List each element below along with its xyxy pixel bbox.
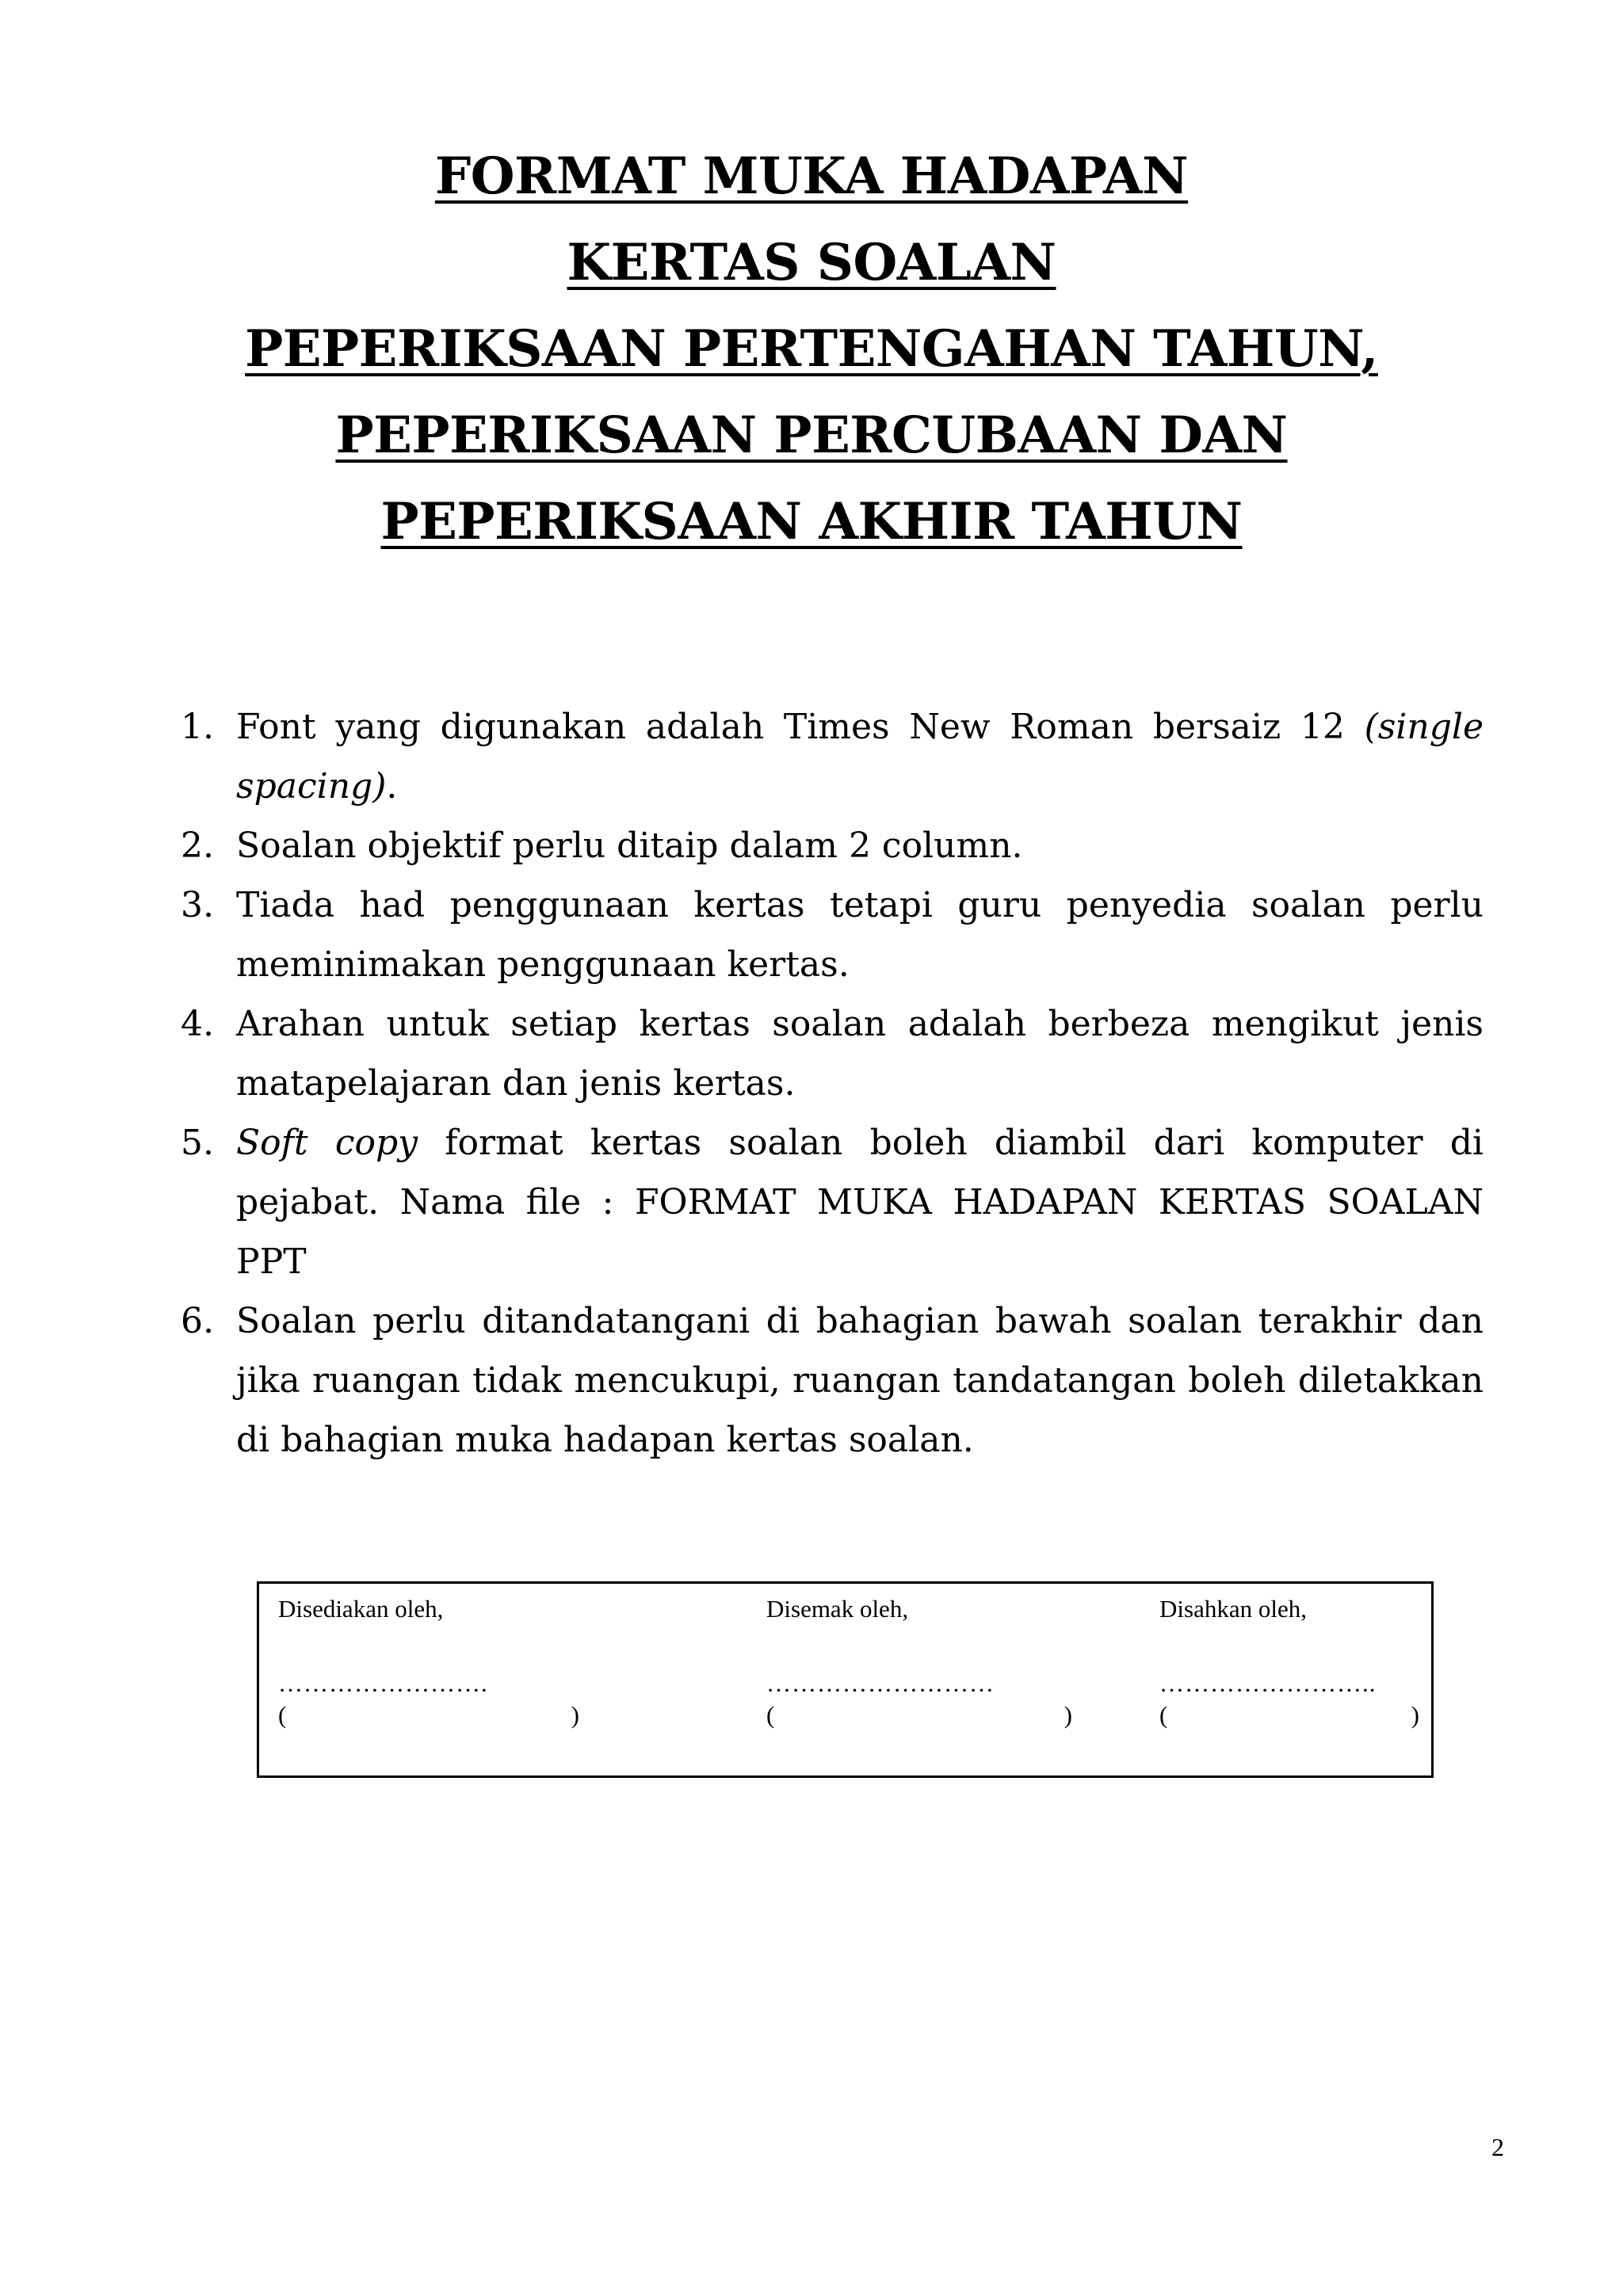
instruction-text: Tiada had penggunaan kertas tetapi guru penyedia soalan perlu meminimakan penggunaan kertas. (236, 885, 1484, 985)
instruction-item (181, 697, 1484, 816)
name-parentheses (278, 1701, 579, 1730)
instruction-italic-text: Soft copy (236, 1123, 418, 1163)
open-paren: ( (766, 1701, 775, 1729)
close-paren: ) (571, 1701, 579, 1729)
signature-checked-by (766, 1595, 1072, 1730)
signature-label: Disahkan oleh, (1159, 1595, 1307, 1623)
signature-line: ……………………… (766, 1669, 995, 1697)
instruction-text: Soalan objektif perlu ditaip dalam 2 column. (236, 826, 1023, 866)
instruction-text: format kertas soalan boleh diambil dari komputer di pejabat. Nama file : FORMAT MUKA HADAPAN KERTAS SOALAN PPT (236, 1123, 1484, 1282)
signature-line: …………………….. (1159, 1669, 1377, 1697)
title-line-3: PEPERIKSAAN PERTENGAHAN TAHUN, (245, 319, 1378, 379)
document-title (0, 133, 1623, 565)
instruction-text: Arahan untuk setiap kertas soalan adalah berbeza mengikut jenis matapelajaran dan jenis kertas. (236, 1004, 1484, 1104)
instruction-item (181, 816, 1484, 875)
title-line-1: FORMAT MUKA HADAPAN (434, 147, 1189, 206)
instruction-text: Font yang digunakan adalah Times New Roman bersaiz 12 (236, 707, 1365, 747)
close-paren: ) (1411, 1701, 1419, 1729)
instruction-text-end: . (386, 766, 398, 807)
instruction-number: 6. (181, 1301, 214, 1341)
title-line-2: KERTAS SOALAN (567, 233, 1056, 292)
instruction-item (181, 994, 1484, 1113)
title-line-4: PEPERIKSAAN PERCUBAAN DAN (335, 406, 1288, 465)
instruction-number: 3. (181, 885, 214, 925)
instruction-text: Soalan perlu ditandatangani di bahagian bawah soalan terakhir dan jika ruangan tidak mencukupi, ruangan tandatangan boleh diletakkan di bahagian muka hadapan kertas soalan. (236, 1301, 1484, 1460)
signature-approved-by (1159, 1595, 1419, 1730)
open-paren: ( (278, 1701, 287, 1729)
name-parentheses (766, 1701, 1072, 1730)
open-paren: ( (1159, 1701, 1168, 1729)
instruction-number: 2. (181, 826, 214, 866)
instruction-number: 5. (181, 1123, 214, 1163)
signature-label: Disediakan oleh, (278, 1595, 444, 1623)
title-line-5: PEPERIKSAAN AKHIR TAHUN (380, 492, 1243, 551)
instruction-item (181, 875, 1484, 994)
instruction-number: 1. (181, 707, 214, 747)
signature-line: ……………………. (278, 1669, 488, 1697)
instruction-number: 4. (181, 1004, 214, 1044)
page-number: 2 (1491, 2133, 1504, 2161)
instruction-item (181, 1291, 1484, 1470)
name-parentheses (1159, 1701, 1419, 1730)
signature-label: Disemak oleh, (766, 1595, 909, 1623)
instruction-item (181, 1113, 1484, 1291)
signature-prepared-by (278, 1595, 579, 1730)
instruction-italic-text: (single spacing) (236, 707, 1484, 807)
instruction-list (181, 697, 1484, 1470)
close-paren: ) (1064, 1701, 1072, 1729)
signature-box (257, 1581, 1434, 1778)
